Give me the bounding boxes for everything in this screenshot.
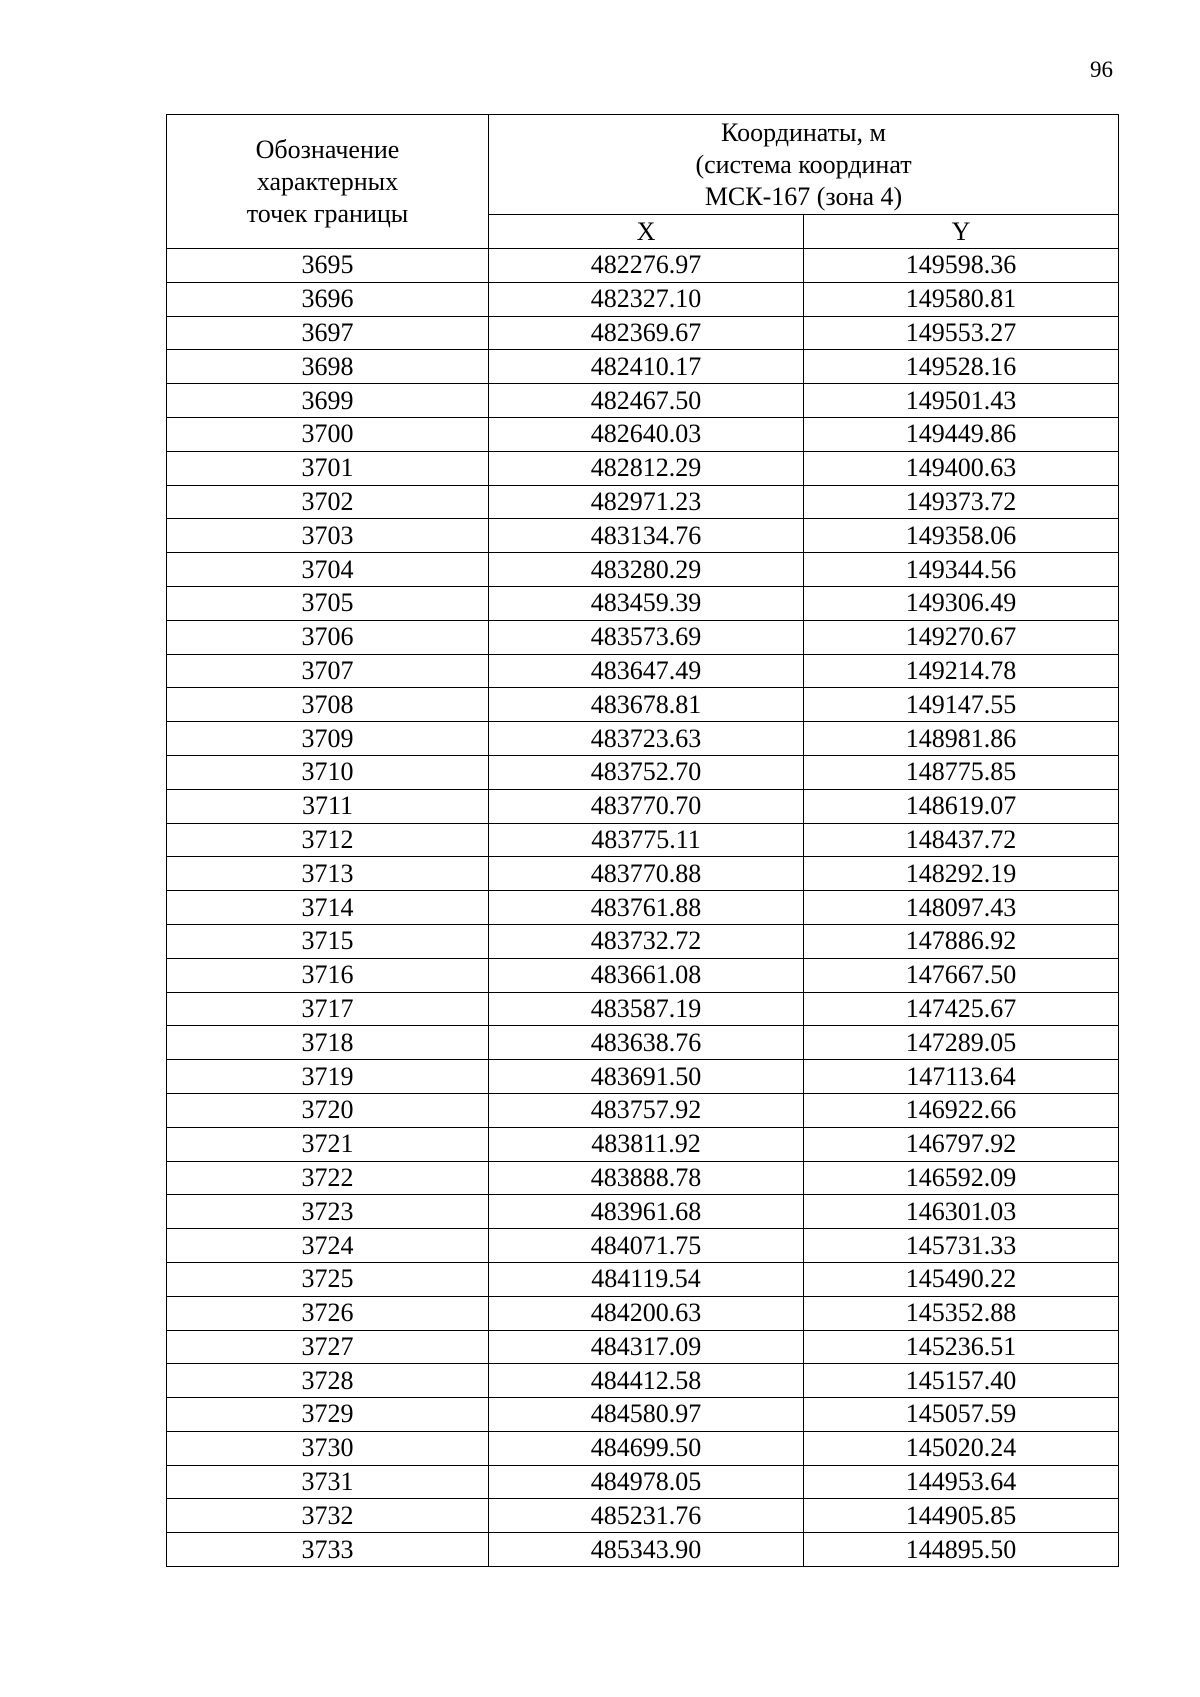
y-coordinate-cell: 145236.51	[804, 1330, 1119, 1364]
table-row	[167, 1127, 1119, 1161]
x-coordinate-cell: 483757.92	[489, 1093, 804, 1127]
x-coordinate-cell: 483587.19	[489, 992, 804, 1026]
header-coordinates	[489, 115, 1119, 215]
y-coordinate-cell: 149147.55	[804, 688, 1119, 722]
table-row	[167, 1364, 1119, 1398]
y-coordinate-cell: 144895.50	[804, 1533, 1119, 1567]
x-coordinate-cell: 482971.23	[489, 485, 804, 519]
table-row	[167, 958, 1119, 992]
table-row	[167, 586, 1119, 620]
point-id-cell: 3715	[167, 924, 489, 958]
page-number: 96	[1090, 57, 1113, 82]
table-row	[167, 1499, 1119, 1533]
y-coordinate-cell: 149528.16	[804, 350, 1119, 384]
x-coordinate-cell: 482410.17	[489, 350, 804, 384]
y-coordinate-cell: 147113.64	[804, 1060, 1119, 1094]
table-row	[167, 1431, 1119, 1465]
point-id-cell: 3730	[167, 1431, 489, 1465]
point-id-cell: 3722	[167, 1161, 489, 1195]
x-coordinate-cell: 482467.50	[489, 384, 804, 418]
x-coordinate-cell: 484119.54	[489, 1262, 804, 1296]
table-row	[167, 1533, 1119, 1567]
point-id-cell: 3710	[167, 755, 489, 789]
y-coordinate-cell: 145057.59	[804, 1398, 1119, 1432]
x-coordinate-cell: 483811.92	[489, 1127, 804, 1161]
point-id-cell: 3705	[167, 586, 489, 620]
y-coordinate-cell: 148437.72	[804, 823, 1119, 857]
y-coordinate-cell: 147425.67	[804, 992, 1119, 1026]
point-id-cell: 3700	[167, 417, 489, 451]
point-id-cell: 3712	[167, 823, 489, 857]
y-coordinate-cell: 149553.27	[804, 316, 1119, 350]
y-coordinate-cell: 146301.03	[804, 1195, 1119, 1229]
x-coordinate-cell: 483647.49	[489, 654, 804, 688]
table-row	[167, 1465, 1119, 1499]
y-coordinate-cell: 149580.81	[804, 282, 1119, 316]
y-coordinate-cell: 149501.43	[804, 384, 1119, 418]
y-coordinate-cell: 146797.92	[804, 1127, 1119, 1161]
x-coordinate-cell: 484699.50	[489, 1431, 804, 1465]
x-coordinate-cell: 483691.50	[489, 1060, 804, 1094]
table-row	[167, 789, 1119, 823]
y-coordinate-cell: 147667.50	[804, 958, 1119, 992]
x-coordinate-cell: 483752.70	[489, 755, 804, 789]
table-row	[167, 1296, 1119, 1330]
point-id-cell: 3731	[167, 1465, 489, 1499]
table-row	[167, 1330, 1119, 1364]
x-coordinate-cell: 483459.39	[489, 586, 804, 620]
y-coordinate-cell: 144953.64	[804, 1465, 1119, 1499]
point-id-cell: 3729	[167, 1398, 489, 1432]
x-coordinate-cell: 483770.88	[489, 857, 804, 891]
point-id-cell: 3726	[167, 1296, 489, 1330]
point-id-cell: 3704	[167, 553, 489, 587]
table-row	[167, 451, 1119, 485]
y-coordinate-cell: 148292.19	[804, 857, 1119, 891]
x-coordinate-cell: 483661.08	[489, 958, 804, 992]
x-coordinate-cell: 484580.97	[489, 1398, 804, 1432]
y-coordinate-cell: 148981.86	[804, 722, 1119, 756]
point-id-cell: 3696	[167, 282, 489, 316]
table-row	[167, 1229, 1119, 1263]
table-row	[167, 755, 1119, 789]
point-id-cell: 3717	[167, 992, 489, 1026]
table-row	[167, 316, 1119, 350]
point-id-cell: 3719	[167, 1060, 489, 1094]
x-coordinate-cell: 485343.90	[489, 1533, 804, 1567]
point-id-cell: 3721	[167, 1127, 489, 1161]
y-coordinate-cell: 149306.49	[804, 586, 1119, 620]
y-coordinate-cell: 145490.22	[804, 1262, 1119, 1296]
x-coordinate-cell: 483723.63	[489, 722, 804, 756]
y-coordinate-cell: 145731.33	[804, 1229, 1119, 1263]
point-id-cell: 3720	[167, 1093, 489, 1127]
point-id-cell: 3725	[167, 1262, 489, 1296]
table-row	[167, 519, 1119, 553]
y-coordinate-cell: 148619.07	[804, 789, 1119, 823]
table-row	[167, 823, 1119, 857]
point-id-cell: 3711	[167, 789, 489, 823]
x-coordinate-cell: 483770.70	[489, 789, 804, 823]
table-row	[167, 620, 1119, 654]
header-coordinates-text: Координаты, м (система координат МСК-167 (зона 4)	[695, 117, 912, 211]
x-coordinate-cell: 483638.76	[489, 1026, 804, 1060]
point-id-cell: 3724	[167, 1229, 489, 1263]
y-coordinate-cell: 148097.43	[804, 891, 1119, 925]
y-coordinate-cell: 145020.24	[804, 1431, 1119, 1465]
x-coordinate-cell: 484317.09	[489, 1330, 804, 1364]
x-coordinate-cell: 484200.63	[489, 1296, 804, 1330]
y-coordinate-cell: 149373.72	[804, 485, 1119, 519]
point-id-cell: 3718	[167, 1026, 489, 1060]
table-row	[167, 688, 1119, 722]
point-id-cell: 3699	[167, 384, 489, 418]
point-id-cell: 3716	[167, 958, 489, 992]
x-coordinate-cell: 482369.67	[489, 316, 804, 350]
point-id-cell: 3707	[167, 654, 489, 688]
point-id-cell: 3723	[167, 1195, 489, 1229]
point-id-cell: 3727	[167, 1330, 489, 1364]
x-coordinate-cell: 484978.05	[489, 1465, 804, 1499]
table-row	[167, 282, 1119, 316]
header-point-designation	[167, 115, 489, 249]
table-row	[167, 553, 1119, 587]
y-coordinate-cell: 149449.86	[804, 417, 1119, 451]
point-id-cell: 3701	[167, 451, 489, 485]
table-row	[167, 722, 1119, 756]
table-header	[167, 115, 1119, 249]
y-coordinate-cell: 146592.09	[804, 1161, 1119, 1195]
table-row	[167, 417, 1119, 451]
point-id-cell: 3732	[167, 1499, 489, 1533]
x-coordinate-cell: 483961.68	[489, 1195, 804, 1229]
y-coordinate-cell: 146922.66	[804, 1093, 1119, 1127]
point-id-cell: 3728	[167, 1364, 489, 1398]
x-coordinate-cell: 483888.78	[489, 1161, 804, 1195]
x-coordinate-cell: 482812.29	[489, 451, 804, 485]
x-coordinate-cell: 482276.97	[489, 249, 804, 283]
y-coordinate-cell: 147289.05	[804, 1026, 1119, 1060]
table-row	[167, 1398, 1119, 1432]
table-row	[167, 654, 1119, 688]
table-row	[167, 857, 1119, 891]
x-coordinate-cell: 485231.76	[489, 1499, 804, 1533]
x-coordinate-cell: 483280.29	[489, 553, 804, 587]
y-coordinate-cell: 145157.40	[804, 1364, 1119, 1398]
table-body	[167, 249, 1119, 1567]
point-id-cell: 3695	[167, 249, 489, 283]
y-coordinate-cell: 149358.06	[804, 519, 1119, 553]
y-coordinate-cell: 149214.78	[804, 654, 1119, 688]
x-coordinate-cell: 483775.11	[489, 823, 804, 857]
x-coordinate-cell: 483573.69	[489, 620, 804, 654]
table-row	[167, 350, 1119, 384]
point-id-cell: 3702	[167, 485, 489, 519]
table-row	[167, 1262, 1119, 1296]
point-id-cell: 3733	[167, 1533, 489, 1567]
table-row	[167, 249, 1119, 283]
x-coordinate-cell: 484071.75	[489, 1229, 804, 1263]
x-coordinate-cell: 483134.76	[489, 519, 804, 553]
table-row	[167, 384, 1119, 418]
point-id-cell: 3703	[167, 519, 489, 553]
point-id-cell: 3697	[167, 316, 489, 350]
y-coordinate-cell: 149270.67	[804, 620, 1119, 654]
point-id-cell: 3708	[167, 688, 489, 722]
table-row	[167, 992, 1119, 1026]
table-row	[167, 1195, 1119, 1229]
x-coordinate-cell: 483761.88	[489, 891, 804, 925]
coordinates-table	[166, 114, 1119, 1567]
y-coordinate-cell: 149344.56	[804, 553, 1119, 587]
x-coordinate-cell: 482640.03	[489, 417, 804, 451]
x-coordinate-cell: 483732.72	[489, 924, 804, 958]
table-row	[167, 1026, 1119, 1060]
header-y: Y	[804, 215, 1119, 249]
table-row	[167, 485, 1119, 519]
y-coordinate-cell: 147886.92	[804, 924, 1119, 958]
point-id-cell: 3714	[167, 891, 489, 925]
y-coordinate-cell: 148775.85	[804, 755, 1119, 789]
table-row	[167, 891, 1119, 925]
point-id-cell: 3709	[167, 722, 489, 756]
point-id-cell: 3706	[167, 620, 489, 654]
y-coordinate-cell: 144905.85	[804, 1499, 1119, 1533]
table-row	[167, 1161, 1119, 1195]
table-row	[167, 924, 1119, 958]
header-point-designation-text: Обозначение характерных точек границы	[246, 134, 409, 228]
x-coordinate-cell: 484412.58	[489, 1364, 804, 1398]
header-x: X	[489, 215, 804, 249]
table-row	[167, 1093, 1119, 1127]
x-coordinate-cell: 482327.10	[489, 282, 804, 316]
y-coordinate-cell: 149400.63	[804, 451, 1119, 485]
y-coordinate-cell: 149598.36	[804, 249, 1119, 283]
point-id-cell: 3698	[167, 350, 489, 384]
x-coordinate-cell: 483678.81	[489, 688, 804, 722]
table-row	[167, 1060, 1119, 1094]
point-id-cell: 3713	[167, 857, 489, 891]
y-coordinate-cell: 145352.88	[804, 1296, 1119, 1330]
